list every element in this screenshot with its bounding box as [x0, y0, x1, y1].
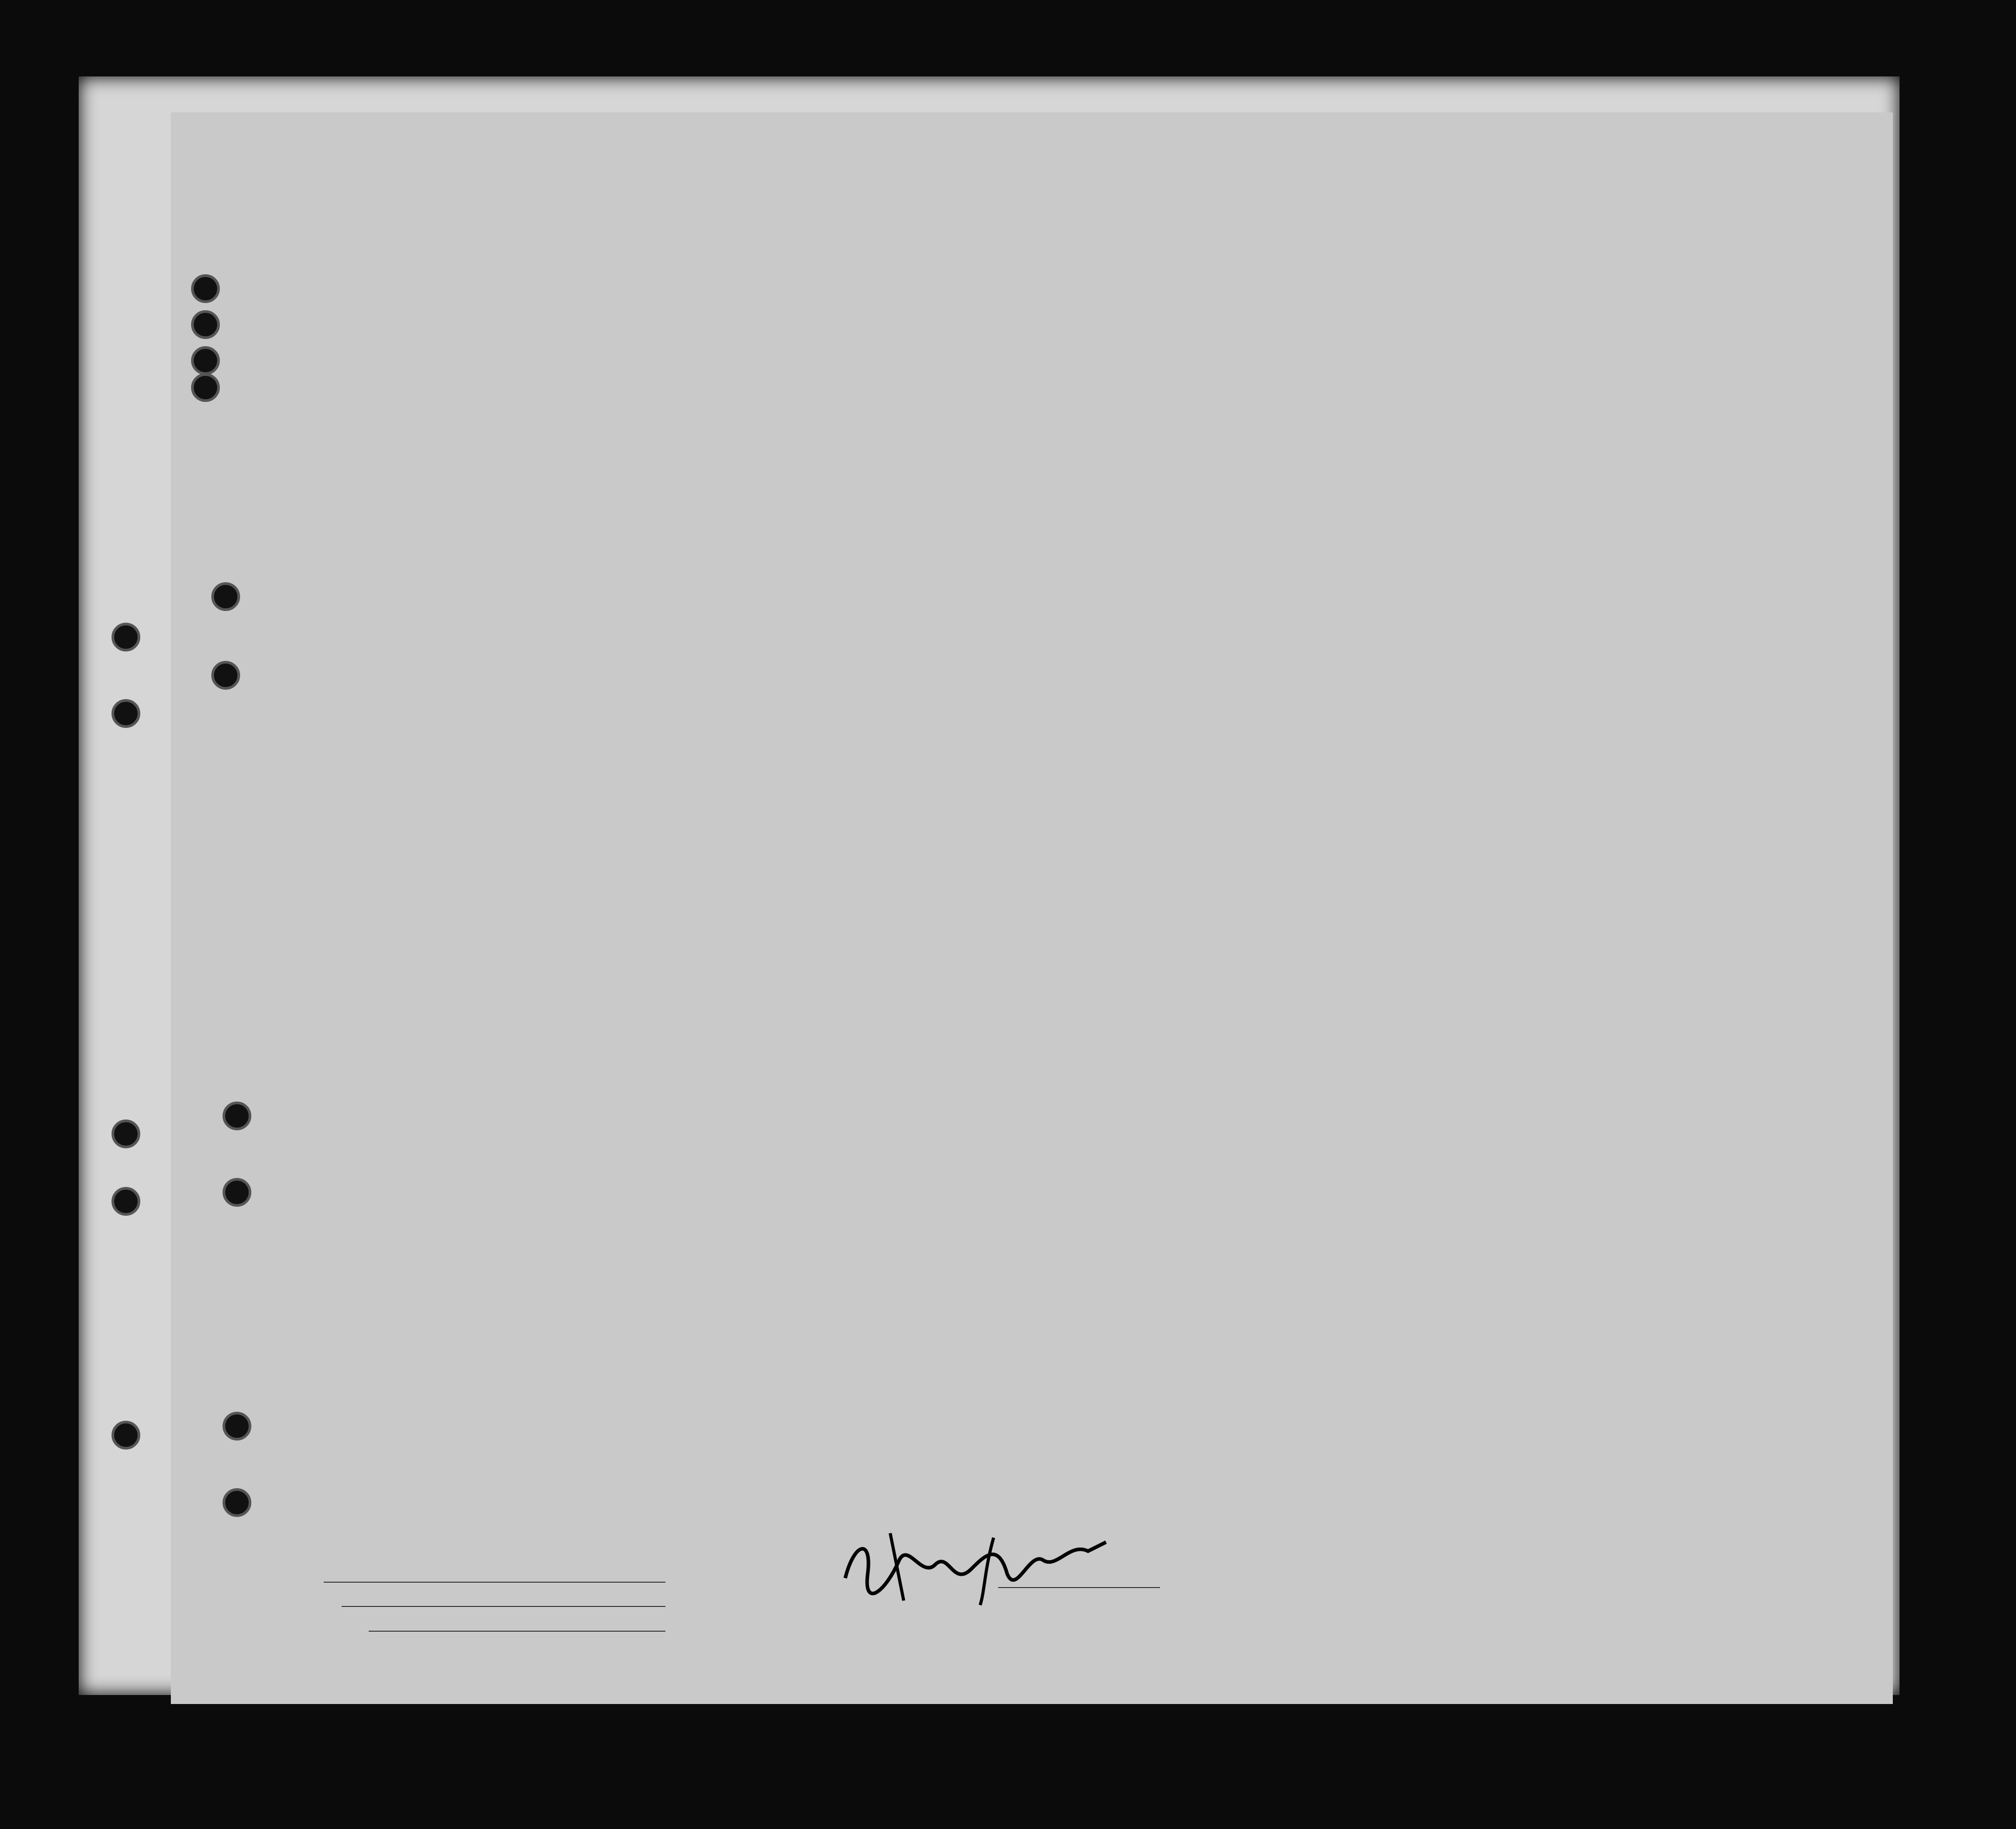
binder-hole: [112, 699, 140, 728]
binder-hole: [112, 1120, 140, 1148]
binder-hole: [223, 1178, 251, 1207]
signature-underline: [998, 1587, 1160, 1588]
owners-underline: [342, 1606, 665, 1607]
binder-hole: [112, 1421, 140, 1450]
line-underline: [324, 1582, 665, 1583]
agents-underline: [369, 1631, 665, 1632]
binder-hole: [112, 1187, 140, 1216]
binder-hole: [223, 1412, 251, 1441]
manifest-form: [171, 112, 1893, 1704]
inspector-signature: [836, 1524, 1115, 1610]
binder-hole: [211, 661, 240, 690]
binder-hole: [112, 623, 140, 651]
binder-hole: [191, 310, 220, 339]
binder-hole: [191, 373, 220, 402]
binder-hole: [191, 346, 220, 375]
binder-hole: [223, 1102, 251, 1130]
binder-hole: [223, 1488, 251, 1517]
binder-hole: [191, 274, 220, 303]
binder-hole: [211, 582, 240, 611]
